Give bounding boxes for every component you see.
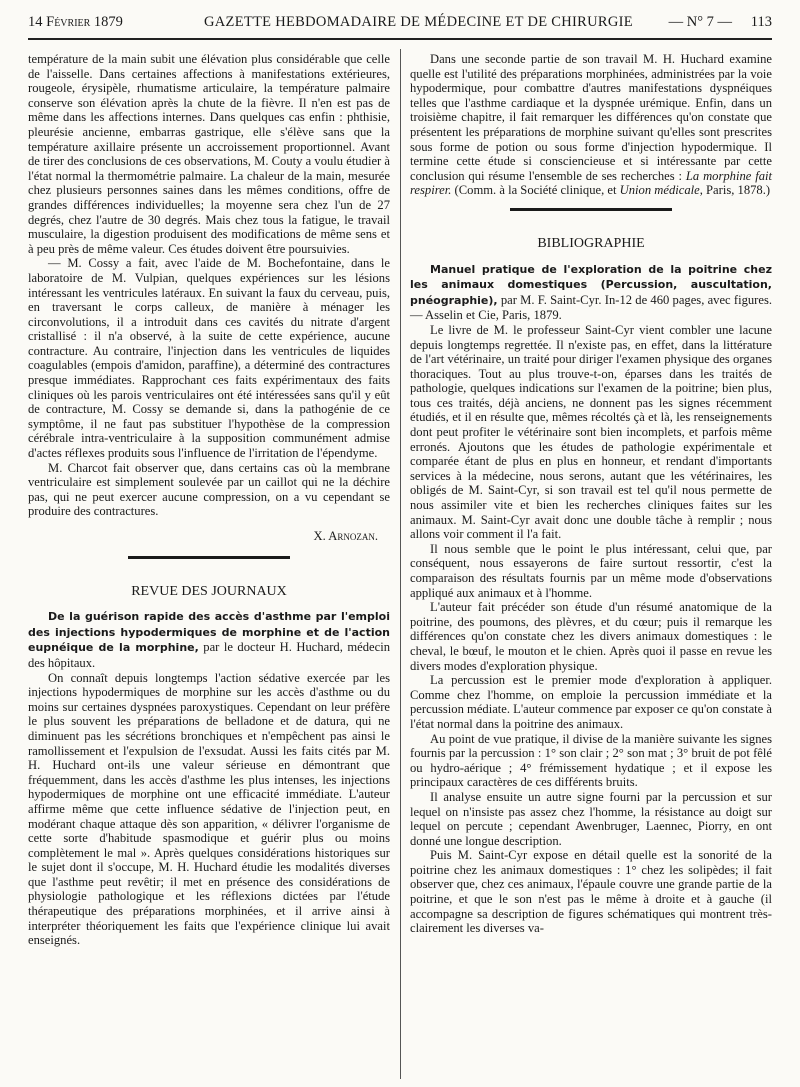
paragraph: M. Charcot fait observer que, dans certains cas où la membrane ventriculaire est simplement soulevée par un caillot qui ne la déchire pas, qui ne peut exercer aucune compression, on a vu cependant se produire des contractures.: [28, 460, 390, 519]
right-column: [410, 52, 772, 936]
column-divider: [400, 49, 401, 1079]
paragraph: Il nous semble que le point le plus intéressant, celui que, par conséquent, nous essayerons de faire surtout ressortir, c'est la comparaison des résultats fournis par un même mode d'observations appliqué aux animaux et à l'homme.: [410, 541, 772, 600]
paragraph: Au point de vue pratique, il divise de la manière suivante les signes fournis par la percussion : 1° son clair ; 2° son mat ; 3° bruit de pot fêlé ou hydro-aérique ; 4° frémissement hydatique ; et il expose les principaux caractères de ces différents bruits.: [410, 731, 772, 790]
signature: X. Arnozan.: [313, 529, 378, 543]
article-title: De la guérison rapide des accès d'asthme par l'emploi des injections hypodermiques de morphine et de l'action eupnéique de la morphine,: [28, 610, 390, 655]
journal-reference: Union médicale: [619, 183, 700, 198]
paragraph: Puis M. Saint-Cyr expose en détail quelle est la sonorité de la poitrine chez les animaux domestiques : 1° chez les solipèdes; il fait observer que, chez ces animaux, l'épaule couvre une grande partie de la poitrine, et que le son n'est pas le même à droite et à gauche (il accompagne sa description de figures schématiques qui montrent très-clairement les diverses va-: [410, 848, 772, 936]
issue-date: 14 Février 1879: [28, 14, 123, 30]
book-details: par M. F. Saint-Cyr. In-12 de 460 pages, avec figures. — Asselin et Cie, Paris, 1879.: [410, 292, 772, 323]
left-column: [28, 52, 390, 948]
paragraph: On connaît depuis longtemps l'action sédative exercée par les injections hypodermiques de morphine sur les accès d'asthme ou du moins sur certaines dyspnées paroxystiques. Cependant on leur préfère le plus souvent les préparations de belladone et de datura, qui ne diminuent pas les sécrétions bronchiques et n'empêchent pas ainsi le ramollissement et l'expulsion de l'exsudat. Aussi les faits cités par M. H. Huchard ont-ils une valeur sérieuse en démontrant que fréquemment, dans les accès d'asthme les plus intenses, les injections hypodermiques de morphine ont une efficacité immédiate. L'auteur affirme même que cette influence sédative de l'injection peut, en modérant chaque attaque dès son apparition, « délivrer l'organisme de cette sorte d'habitude spasmodique et guérir plus ou moins complètement le mal ». Après quelques considérations historiques sur le sujet dont il s'occupe, M. H. Huchard étudie les modalités diverses que l'asthme peut revêtir; il met en présence des considérations de physiologie pathologique et les réflexions dictées par l'étude thérapeutique des préparations morphinées, et il arrive ainsi à interpréter théoriquement les faits que l'expérience clinique lui avait enseignés.: [28, 670, 390, 948]
reference-text: (Comm. à la Société clinique, et: [451, 183, 620, 198]
paragraph: La percussion est le premier mode d'exploration à appliquer. Comme chez l'homme, on emploie la percussion immédiate et la percussion médiate. L'auteur commence par exposer ce qu'on constate à l'état normal dans la poitrine des animaux.: [410, 673, 772, 731]
section-separator: [510, 208, 672, 211]
page-number: 113: [750, 14, 772, 30]
page-header: [28, 12, 772, 40]
section-title: BIBLIOGRAPHIE: [537, 235, 645, 251]
paragraph: — M. Cossy a fait, avec l'aide de M. Bochefontaine, dans le laboratoire de M. Vulpian, quelques expériences sur les lésions intéressant les ventricules latéraux. En suivant la faux du cerveau, puis, en traversant le corps calleux, de manière à ménager les circonvolutions, il a introduit dans ces cavités du nitrate d'argent cristallisé : il n'a observé, à la suite de cette expérience, aucune contracture. Au contraire, l'injection dans les ventricules de liquides coagulables (empois d'amidon, paraffine), a déterminé des contractures presque immédiates. Rapprochant ces faits expérimentaux des faits cliniques où les parois ventriculaires ont été intéressées sans qu'il y eût de contracture, M. Cossy se demande si, dans la pathogénie de ce symptôme, il ne faut pas substituer l'hypothèse de la compression cérébrale intra-ventriculaire à la supposition communément admise d'actes réflexes produits sous l'influence de l'irritation de l'épendyme.: [28, 256, 390, 461]
paragraph: Le livre de M. le professeur Saint-Cyr vient combler une lacune depuis longtemps regrettée. Il n'existe pas, en effet, dans la littérature de l'art vétérinaire, un traité pour diriger l'examen physique des organes thoraciques. Tout au plus trouve-t-on, éparses dans les traités de pathologie, quelques indications sur l'examen de la poitrine; bien plus, tous ces traités, déjà anciens, ne donnent pas les signes récemment étudiés, et il en résulte que, mêmes récoltés çà et là, les renseignements dont peut profiter le vétérinaire sont bien incomplets, et parfois même erronés. Ajoutons que les études de pathologie expérimentale et comparée étant de plus en plus en honneur, et rendant d'importants services à la médecine, nous serons, autant que les vétérinaires, les obligés de M. Saint-Cyr, si son travail est tel qu'il nous permette de nous assimiler vite et bien les recherches cliniques faites sur les animaux. M. Saint-Cyr avait donc une double tâche à remplir ; nous allons voir comment il l'a fait.: [410, 322, 772, 542]
paragraph: [410, 52, 772, 198]
article-author: par le docteur H. Huchard, médecin des hôpitaux.: [28, 640, 390, 670]
issue-number: — N° 7 —: [668, 14, 732, 30]
reference-tail: , Paris, 1878.): [699, 183, 771, 198]
book-heading: [410, 262, 772, 323]
book-title: Manuel pratique de l'exploration de la poitrine chez les animaux domestiques (Percussion, auscultation, pnéographie),: [410, 262, 772, 307]
article-heading: [28, 609, 390, 670]
section-title: REVUE DES JOURNAUX: [131, 583, 287, 599]
quoted-conclusion: La morphine fait respirer.: [410, 168, 773, 198]
paragraph: Il analyse ensuite un autre signe fourni par la percussion et sur lequel on n'insiste pas assez chez l'homme, la résistance au doigt sur lequel on percute ; cependant Awenbruger, Laennec, Piorry, en ont donné une longue description.: [410, 789, 772, 848]
paragraph-text: Dans une seconde partie de son travail M. H. Huchard examine quelle est l'utilité des préparations morphinées, administrées par la voie hypodermique, pour combattre d'autres manifestations dyspnéiques telles que l'asthme cardiaque et la dyspnée urémique. Enfin, dans un troisième chapitre, il fait remarquer les différences qu'on constate que présentent les préparations de morphine suivant qu'elles sont prescrites sous forme de potion ou sous forme d'injection hypodermique. Il termine cette étude si consciencieuse et si intéressante par cette conclusion qui résume l'ensemble de ses recherches :: [410, 52, 772, 183]
paragraph: L'auteur fait précéder son étude d'un résumé anatomique de la poitrine, des poumons, des plèvres, et du cœur; puis il remarque les différences qu'on constate chez les divers animaux domestiques : le cheval, le bœuf, le mouton et le chien. Après quoi il passe en revue les divers modes d'exploration physique.: [410, 600, 772, 673]
paragraph: température de la main subit une élévation plus considérable que celle de l'aisselle. Dans certaines affections à manifestations extérieures, rougeole, érysipèle, rhumatisme articulaire, la température palmaire conserve son élévation après la chute de la fièvre. Il n'en est pas de même dans les affections internes. Dans quelques cas enfin : phthisie, pleurésie ancienne, embarras gastrique, elle s'élève sans que la température axillaire présente un accroissement proportionnel. Avant de tirer des conclusions de ces observations, M. Couty a voulu étudier à l'état normal la thermométrie palmaire. La chaleur de la main, mesurée chez plusieurs personnes saines dans les mêmes conditions, offre de grandes différences individuelles; la moyenne sera chez l'un de 27 degrés, chez l'autre de 30 degrés. Mais chez tous la fatigue, le travail musculaire, la digestion produisent des modifications de même sens et à peu près de même valeur. Ces études doivent être poursuivies.: [28, 52, 390, 256]
journal-title: GAZETTE HEBDOMADAIRE DE MÉDECINE ET DE CHIRURGIE: [204, 14, 633, 30]
section-separator: [128, 556, 290, 559]
